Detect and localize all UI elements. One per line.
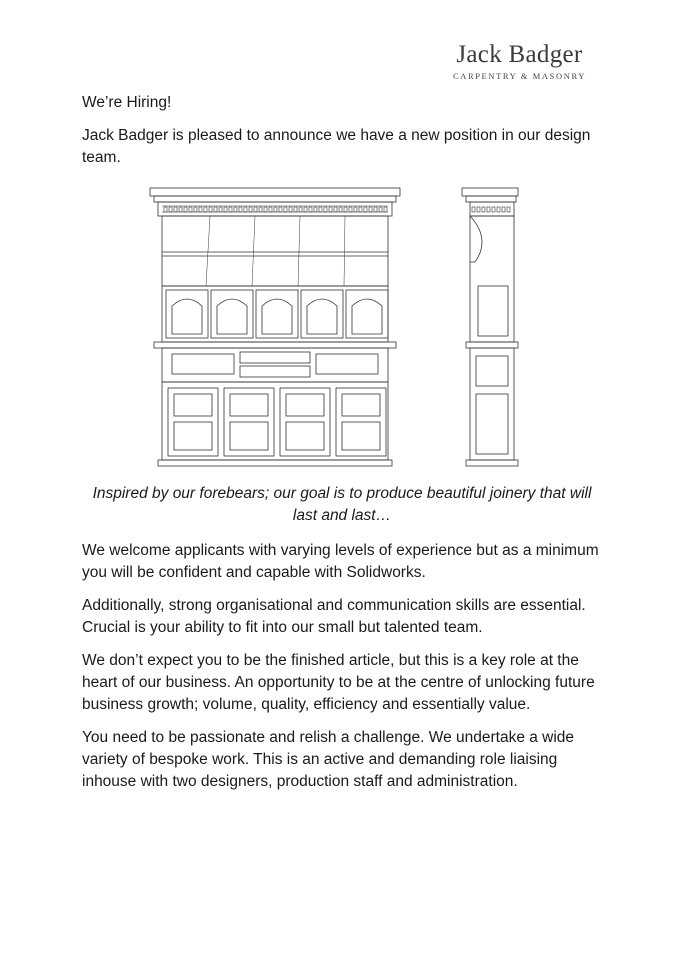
intro-section <box>82 92 602 180</box>
job-description <box>82 540 602 804</box>
logo-tagline: CARPENTRY & MASONRY <box>452 71 586 81</box>
company-quote: Inspired by our forebears; our goal is to produce beautiful joinery that will last and last… <box>92 485 592 524</box>
logo-name: Jack Badger <box>456 41 583 68</box>
front-elevation <box>150 188 400 466</box>
paragraph-role: We don’t expect you to be the finished article, but this is a key role at the heart of our business. An opportunity to be at the centre of unlocking future business growth; volume, quality, efficiency and essentially value. <box>82 652 595 713</box>
intro-paragraph: Jack Badger is pleased to announce we have a new position in our design team. <box>82 127 591 166</box>
furniture-dresser-drawing-icon <box>140 182 530 472</box>
company-logo <box>453 42 586 81</box>
side-elevation <box>462 188 518 466</box>
paragraph-skills: Additionally, strong organisational and communication skills are essential. Crucial is your ability to fit into our small but talented team. <box>82 597 586 636</box>
paragraph-challenge: You need to be passionate and relish a challenge. We undertake a wide variety of bespoke work. This is an active and demanding role liaising inhouse with two designers, production staff and administration. <box>82 729 575 790</box>
hiring-heading: We’re Hiring! <box>82 94 172 111</box>
paragraph-experience: We welcome applicants with varying levels of experience but as a minimum you will be confident and capable with Solidworks. <box>82 542 599 581</box>
